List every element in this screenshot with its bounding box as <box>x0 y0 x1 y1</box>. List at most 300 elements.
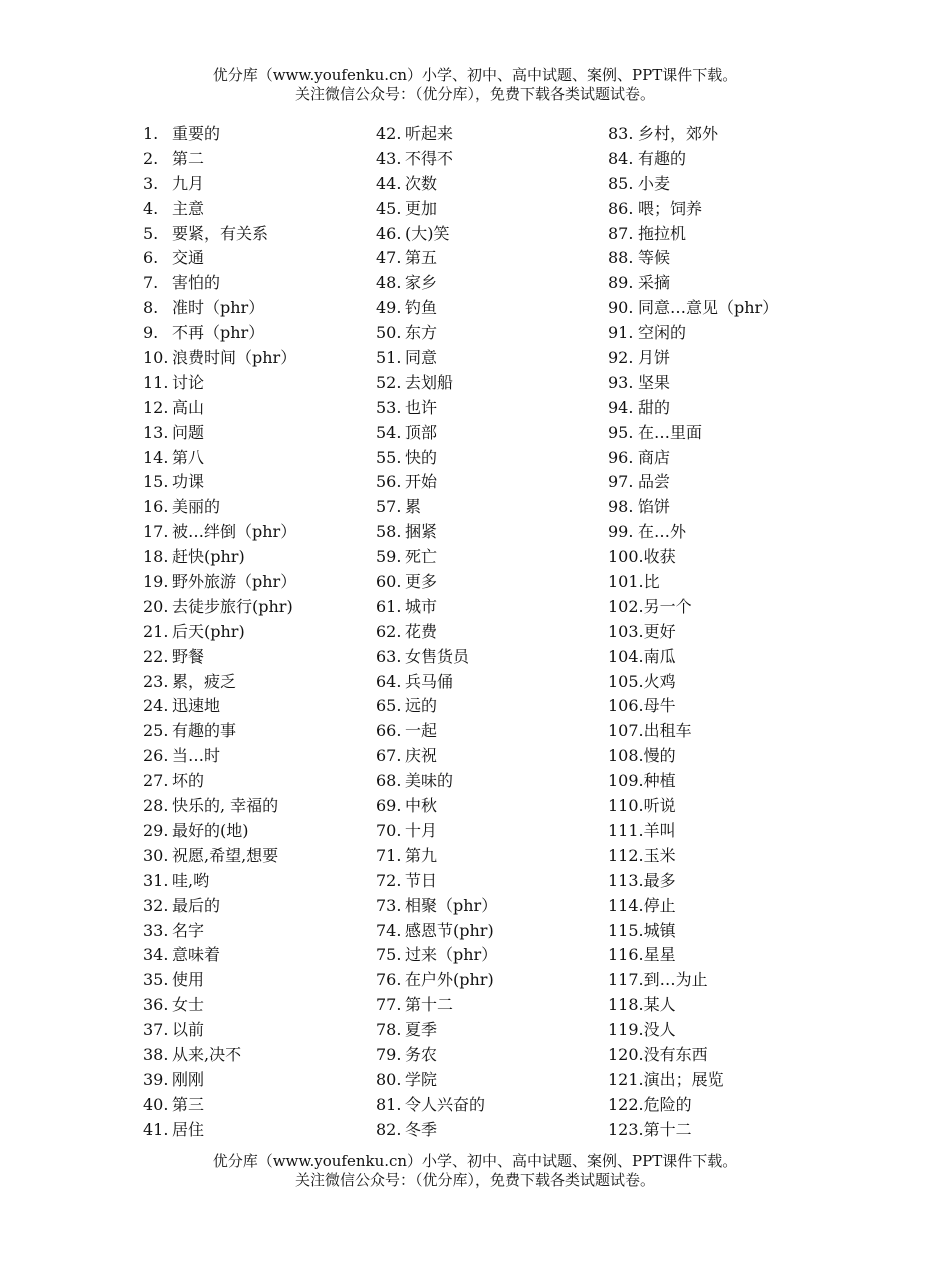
vocabulary-entry <box>608 869 848 894</box>
entry-meaning: 第十二 <box>405 995 454 1015</box>
vocabulary-entry <box>143 570 373 595</box>
entry-meaning: 空闲的 <box>638 323 687 343</box>
entry-meaning: 美丽的 <box>172 497 221 517</box>
vocabulary-entry <box>376 620 606 645</box>
vocabulary-entry <box>143 869 373 894</box>
vocabulary-entry <box>143 1068 373 1093</box>
entry-meaning: 拖拉机 <box>638 223 687 243</box>
entry-meaning: 在…里面 <box>638 422 703 442</box>
entry-number: 107. <box>608 721 644 741</box>
vocabulary-column-2 <box>376 122 606 1143</box>
entry-meaning: 赶快(phr) <box>172 547 245 567</box>
entry-number: 31. <box>143 870 169 890</box>
entry-number: 85. <box>608 173 634 193</box>
entry-number: 80. <box>376 1069 402 1089</box>
vocabulary-entry <box>608 595 848 620</box>
entry-meaning: 相聚（phr） <box>405 895 498 915</box>
entry-meaning: 顶部 <box>405 422 438 442</box>
entry-number: 112. <box>608 845 644 865</box>
entry-meaning: 准时（phr） <box>172 298 265 318</box>
entry-number: 123. <box>608 1119 644 1139</box>
entry-meaning: 过来（phr） <box>405 945 498 965</box>
entry-number: 55. <box>376 447 402 467</box>
entry-meaning: 没有东西 <box>643 1044 708 1064</box>
entry-meaning: 迅速地 <box>172 696 221 716</box>
entry-number: 77. <box>376 995 402 1015</box>
entry-number: 39. <box>143 1069 169 1089</box>
vocabulary-entry <box>143 197 373 222</box>
entry-number: 20. <box>143 596 169 616</box>
vocabulary-entry <box>608 620 848 645</box>
entry-number: 70. <box>376 820 402 840</box>
entry-number: 61. <box>376 596 402 616</box>
entry-meaning: 花费 <box>405 621 438 641</box>
vocabulary-entry <box>143 520 373 545</box>
vocabulary-entry <box>608 1118 848 1143</box>
entry-number: 6. <box>143 248 159 268</box>
vocabulary-column-3 <box>608 122 848 1143</box>
entry-meaning: 野外旅游（phr） <box>172 572 297 592</box>
entry-number: 84. <box>608 148 634 168</box>
vocabulary-entry <box>608 1068 848 1093</box>
vocabulary-entry <box>376 222 606 247</box>
entry-number: 17. <box>143 522 169 542</box>
entry-meaning: 去徒步旅行(phr) <box>172 596 293 616</box>
entry-number: 24. <box>143 696 169 716</box>
entry-meaning: 甜的 <box>638 397 671 417</box>
entry-meaning: 务农 <box>405 1044 438 1064</box>
vocabulary-entry <box>143 794 373 819</box>
entry-number: 73. <box>376 895 402 915</box>
vocabulary-entry <box>608 296 848 321</box>
entry-meaning: 被…绊倒（phr） <box>172 522 297 542</box>
entry-number: 14. <box>143 447 169 467</box>
entry-number: 95. <box>608 422 634 442</box>
entry-meaning: 最好的(地) <box>172 820 249 840</box>
entry-number: 29. <box>143 820 169 840</box>
vocabulary-entry <box>376 844 606 869</box>
vocabulary-entry <box>143 321 373 346</box>
entry-meaning: 第二 <box>172 148 205 168</box>
entry-meaning: 城市 <box>405 596 438 616</box>
vocabulary-entry <box>608 819 848 844</box>
entry-meaning: 收获 <box>643 547 676 567</box>
entry-number: 91. <box>608 323 634 343</box>
header-line-2: 关注微信公众号：（优分库），免费下载各类试题试卷。 <box>294 85 655 103</box>
entry-meaning: 母牛 <box>643 696 676 716</box>
vocabulary-entry <box>608 570 848 595</box>
vocabulary-entry <box>143 470 373 495</box>
entry-meaning: 家乡 <box>405 273 438 293</box>
vocabulary-entry <box>376 645 606 670</box>
entry-meaning: 坚果 <box>638 372 671 392</box>
entry-meaning: 快的 <box>405 447 438 467</box>
entry-number: 52. <box>376 372 402 392</box>
entry-number: 104. <box>608 646 644 666</box>
entry-meaning: 庆祝 <box>405 746 438 766</box>
entry-number: 63. <box>376 646 402 666</box>
entry-number: 45. <box>376 198 402 218</box>
entry-meaning: 次数 <box>405 173 438 193</box>
vocabulary-entry <box>143 968 373 993</box>
entry-number: 42. <box>376 124 402 143</box>
entry-number: 35. <box>143 970 169 990</box>
entry-number: 28. <box>143 796 169 816</box>
entry-meaning: 第十二 <box>643 1119 692 1139</box>
vocabulary-entry <box>376 869 606 894</box>
entry-number: 46. <box>376 223 402 243</box>
entry-number: 117. <box>608 970 644 990</box>
entry-meaning: 死亡 <box>405 547 438 567</box>
entry-number: 113. <box>608 870 644 890</box>
entry-meaning: 居住 <box>172 1119 205 1139</box>
entry-meaning: 没人 <box>643 1020 676 1040</box>
entry-meaning: 城镇 <box>643 920 676 940</box>
vocabulary-entry <box>608 968 848 993</box>
entry-meaning: 火鸡 <box>643 671 676 691</box>
vocabulary-entry <box>143 719 373 744</box>
entry-meaning: 美味的 <box>405 771 454 791</box>
entry-meaning: 品尝 <box>638 472 671 492</box>
entry-number: 59. <box>376 547 402 567</box>
vocabulary-entry <box>376 993 606 1018</box>
entry-meaning: 某人 <box>643 995 676 1015</box>
vocabulary-entry <box>143 993 373 1018</box>
entry-number: 103. <box>608 621 644 641</box>
entry-number: 10. <box>143 348 169 368</box>
vocabulary-entry <box>376 321 606 346</box>
entry-number: 62. <box>376 621 402 641</box>
entry-number: 9. <box>143 323 159 343</box>
vocabulary-entry <box>143 296 373 321</box>
vocabulary-entry <box>608 645 848 670</box>
entry-meaning: 刚刚 <box>172 1069 205 1089</box>
entry-number: 87. <box>608 223 634 243</box>
entry-meaning: 慢的 <box>643 746 676 766</box>
entry-meaning: 最多 <box>643 870 676 890</box>
vocabulary-entry <box>143 222 373 247</box>
entry-number: 109. <box>608 771 644 791</box>
vocabulary-column-1 <box>143 122 373 1143</box>
entry-number: 99. <box>608 522 634 542</box>
vocabulary-entry <box>608 694 848 719</box>
entry-number: 88. <box>608 248 634 268</box>
vocabulary-entry <box>608 346 848 371</box>
vocabulary-entry <box>376 769 606 794</box>
entry-meaning: 哇,哟 <box>172 870 210 890</box>
vocabulary-entry <box>608 421 848 446</box>
vocabulary-entry <box>608 794 848 819</box>
entry-meaning: 在户外(phr) <box>405 970 494 990</box>
entry-meaning: 当…时 <box>172 746 221 766</box>
entry-number: 118. <box>608 995 644 1015</box>
entry-meaning: 同意…意见（phr） <box>638 298 779 318</box>
vocabulary-entry <box>376 1118 606 1143</box>
entry-number: 102. <box>608 596 644 616</box>
vocabulary-entry <box>143 122 373 147</box>
vocabulary-entry <box>143 844 373 869</box>
vocabulary-entry <box>376 819 606 844</box>
entry-number: 108. <box>608 746 644 766</box>
vocabulary-entry <box>608 1043 848 1068</box>
entry-meaning: 更好 <box>643 621 676 641</box>
entry-number: 2. <box>143 148 159 168</box>
entry-number: 50. <box>376 323 402 343</box>
entry-number: 26. <box>143 746 169 766</box>
entry-meaning: 令人兴奋的 <box>405 1094 486 1114</box>
vocabulary-entry <box>376 520 606 545</box>
entry-number: 49. <box>376 298 402 318</box>
entry-meaning: 功课 <box>172 472 205 492</box>
vocabulary-entry <box>376 470 606 495</box>
entry-meaning: 主意 <box>172 198 205 218</box>
vocabulary-entry <box>376 943 606 968</box>
entry-number: 43. <box>376 148 402 168</box>
vocabulary-entry <box>376 197 606 222</box>
entry-meaning: 浪费时间（phr） <box>172 348 297 368</box>
vocabulary-entry <box>608 993 848 1018</box>
vocabulary-entry <box>608 670 848 695</box>
entry-number: 18. <box>143 547 169 567</box>
entry-number: 98. <box>608 497 634 517</box>
entry-meaning: 九月 <box>172 173 205 193</box>
vocabulary-entry <box>376 122 606 147</box>
vocabulary-entry <box>608 470 848 495</box>
entry-meaning: 开始 <box>405 472 438 492</box>
entry-number: 93. <box>608 372 634 392</box>
entry-meaning: 有趣的事 <box>172 721 237 741</box>
entry-meaning: 冬季 <box>405 1119 438 1139</box>
vocabulary-entry <box>608 844 848 869</box>
entry-number: 106. <box>608 696 644 716</box>
entry-number: 121. <box>608 1069 644 1089</box>
entry-meaning: 采摘 <box>638 273 671 293</box>
vocabulary-entry <box>376 346 606 371</box>
vocabulary-entry <box>608 1018 848 1043</box>
entry-number: 19. <box>143 572 169 592</box>
vocabulary-entry <box>376 172 606 197</box>
entry-meaning: 第八 <box>172 447 205 467</box>
entry-number: 111. <box>608 820 644 840</box>
entry-meaning: 快乐的, 幸福的 <box>172 796 279 816</box>
entry-meaning: 节日 <box>405 870 438 890</box>
vocabulary-entry <box>376 919 606 944</box>
vocabulary-entry <box>376 246 606 271</box>
entry-number: 89. <box>608 273 634 293</box>
footer-line-1: 优分库（www.youfenku.cn）小学、初中、高中试题、案例、PPT课件下载。 <box>212 1152 738 1170</box>
entry-meaning: 感恩节(phr) <box>405 920 494 940</box>
entry-meaning: 不再（phr） <box>172 323 265 343</box>
entry-number: 105. <box>608 671 644 691</box>
vocabulary-entry <box>608 919 848 944</box>
vocabulary-entry <box>143 620 373 645</box>
entry-number: 54. <box>376 422 402 442</box>
entry-meaning: 意味着 <box>172 945 221 965</box>
entry-meaning: 十月 <box>405 820 438 840</box>
entry-number: 116. <box>608 945 644 965</box>
entry-number: 78. <box>376 1020 402 1040</box>
entry-number: 4. <box>143 198 159 218</box>
vocabulary-entry <box>376 1043 606 1068</box>
entry-number: 30. <box>143 845 169 865</box>
entry-meaning: 到…为止 <box>643 970 708 990</box>
entry-meaning: 第五 <box>405 248 438 268</box>
entry-number: 79. <box>376 1044 402 1064</box>
vocabulary-entry <box>376 396 606 421</box>
entry-number: 83. <box>608 124 634 143</box>
entry-number: 22. <box>143 646 169 666</box>
entry-meaning: 有趣的 <box>638 148 687 168</box>
page-header <box>0 66 950 104</box>
entry-meaning: 商店 <box>638 447 671 467</box>
entry-meaning: 等候 <box>638 248 671 268</box>
entry-number: 3. <box>143 173 159 193</box>
entry-meaning: 从来,决不 <box>172 1044 242 1064</box>
vocabulary-entry <box>608 321 848 346</box>
entry-number: 15. <box>143 472 169 492</box>
vocabulary-entry <box>608 222 848 247</box>
vocabulary-entry <box>376 719 606 744</box>
vocabulary-entry <box>376 446 606 471</box>
vocabulary-entry <box>376 570 606 595</box>
entry-number: 48. <box>376 273 402 293</box>
vocabulary-entry <box>143 1118 373 1143</box>
entry-meaning: 问题 <box>172 422 205 442</box>
entry-number: 47. <box>376 248 402 268</box>
entry-meaning: 野餐 <box>172 646 205 666</box>
entry-meaning: 停止 <box>643 895 676 915</box>
vocabulary-entry <box>143 371 373 396</box>
entry-number: 74. <box>376 920 402 940</box>
vocabulary-entry <box>376 694 606 719</box>
entry-number: 68. <box>376 771 402 791</box>
entry-number: 58. <box>376 522 402 542</box>
entry-meaning: 羊叫 <box>643 820 676 840</box>
vocabulary-entry <box>376 271 606 296</box>
vocabulary-entry <box>376 1093 606 1118</box>
entry-number: 5. <box>143 223 159 243</box>
entry-meaning: 累 <box>405 497 422 517</box>
entry-number: 122. <box>608 1094 644 1114</box>
entry-meaning: 比 <box>643 572 660 592</box>
vocabulary-entry <box>143 645 373 670</box>
entry-meaning: 第九 <box>405 845 438 865</box>
entry-number: 33. <box>143 920 169 940</box>
entry-number: 101. <box>608 572 644 592</box>
entry-number: 97. <box>608 472 634 492</box>
entry-number: 60. <box>376 572 402 592</box>
vocabulary-entry <box>608 396 848 421</box>
entry-meaning: 听起来 <box>405 124 454 143</box>
vocabulary-entry <box>376 794 606 819</box>
entry-meaning: 馅饼 <box>638 497 671 517</box>
vocabulary-entry <box>608 197 848 222</box>
vocabulary-entry <box>143 769 373 794</box>
vocabulary-entry <box>143 894 373 919</box>
entry-meaning: 重要的 <box>172 124 221 143</box>
entry-meaning: 害怕的 <box>172 273 221 293</box>
entry-number: 114. <box>608 895 644 915</box>
vocabulary-entry <box>143 346 373 371</box>
entry-meaning: 坏的 <box>172 771 205 791</box>
vocabulary-entry <box>143 919 373 944</box>
entry-meaning: 去划船 <box>405 372 454 392</box>
entry-number: 27. <box>143 771 169 791</box>
entry-number: 25. <box>143 721 169 741</box>
vocabulary-entry <box>143 271 373 296</box>
vocabulary-entry <box>376 495 606 520</box>
vocabulary-entry <box>608 371 848 396</box>
vocabulary-entry <box>608 744 848 769</box>
entry-number: 110. <box>608 796 644 816</box>
entry-meaning: 东方 <box>405 323 438 343</box>
entry-number: 21. <box>143 621 169 641</box>
vocabulary-entry <box>143 172 373 197</box>
vocabulary-entry <box>143 446 373 471</box>
vocabulary-entry <box>143 147 373 172</box>
vocabulary-entry <box>143 670 373 695</box>
entry-meaning: 使用 <box>172 970 205 990</box>
entry-meaning: 以前 <box>172 1020 205 1040</box>
vocabulary-entry <box>608 520 848 545</box>
vocabulary-entry <box>143 246 373 271</box>
entry-number: 11. <box>143 372 169 392</box>
entry-meaning: 高山 <box>172 397 205 417</box>
entry-meaning: 南瓜 <box>643 646 676 666</box>
vocabulary-entry <box>376 1018 606 1043</box>
vocabulary-entry <box>608 271 848 296</box>
entry-meaning: 中秋 <box>405 796 438 816</box>
entry-number: 65. <box>376 696 402 716</box>
entry-number: 75. <box>376 945 402 965</box>
entry-number: 115. <box>608 920 644 940</box>
vocabulary-entry <box>143 1018 373 1043</box>
entry-number: 13. <box>143 422 169 442</box>
entry-number: 34. <box>143 945 169 965</box>
entry-number: 72. <box>376 870 402 890</box>
vocabulary-entry <box>608 769 848 794</box>
footer-line-2: 关注微信公众号：（优分库），免费下载各类试题试卷。 <box>294 1171 655 1189</box>
vocabulary-entry <box>608 1093 848 1118</box>
entry-meaning: 最后的 <box>172 895 221 915</box>
entry-meaning: 女士 <box>172 995 205 1015</box>
entry-number: 66. <box>376 721 402 741</box>
vocabulary-entry <box>376 670 606 695</box>
entry-meaning: 要紧，有关系 <box>172 223 269 243</box>
entry-meaning: 第三 <box>172 1094 205 1114</box>
vocabulary-entry <box>608 122 848 147</box>
vocabulary-entry <box>608 943 848 968</box>
entry-meaning: 危险的 <box>643 1094 692 1114</box>
entry-number: 94. <box>608 397 634 417</box>
entry-number: 32. <box>143 895 169 915</box>
entry-number: 38. <box>143 1044 169 1064</box>
entry-number: 86. <box>608 198 634 218</box>
entry-meaning: 种植 <box>643 771 676 791</box>
entry-number: 12. <box>143 397 169 417</box>
entry-number: 23. <box>143 671 169 691</box>
entry-number: 1. <box>143 124 159 143</box>
entry-meaning: 夏季 <box>405 1020 438 1040</box>
entry-meaning: 同意 <box>405 348 438 368</box>
entry-meaning: 累，疲乏 <box>172 671 237 691</box>
entry-meaning: 名字 <box>172 920 205 940</box>
entry-meaning: 演出；展览 <box>643 1069 724 1089</box>
vocabulary-entry <box>376 296 606 321</box>
entry-meaning: 钓鱼 <box>405 298 438 318</box>
entry-number: 36. <box>143 995 169 1015</box>
vocabulary-list <box>0 122 950 1152</box>
